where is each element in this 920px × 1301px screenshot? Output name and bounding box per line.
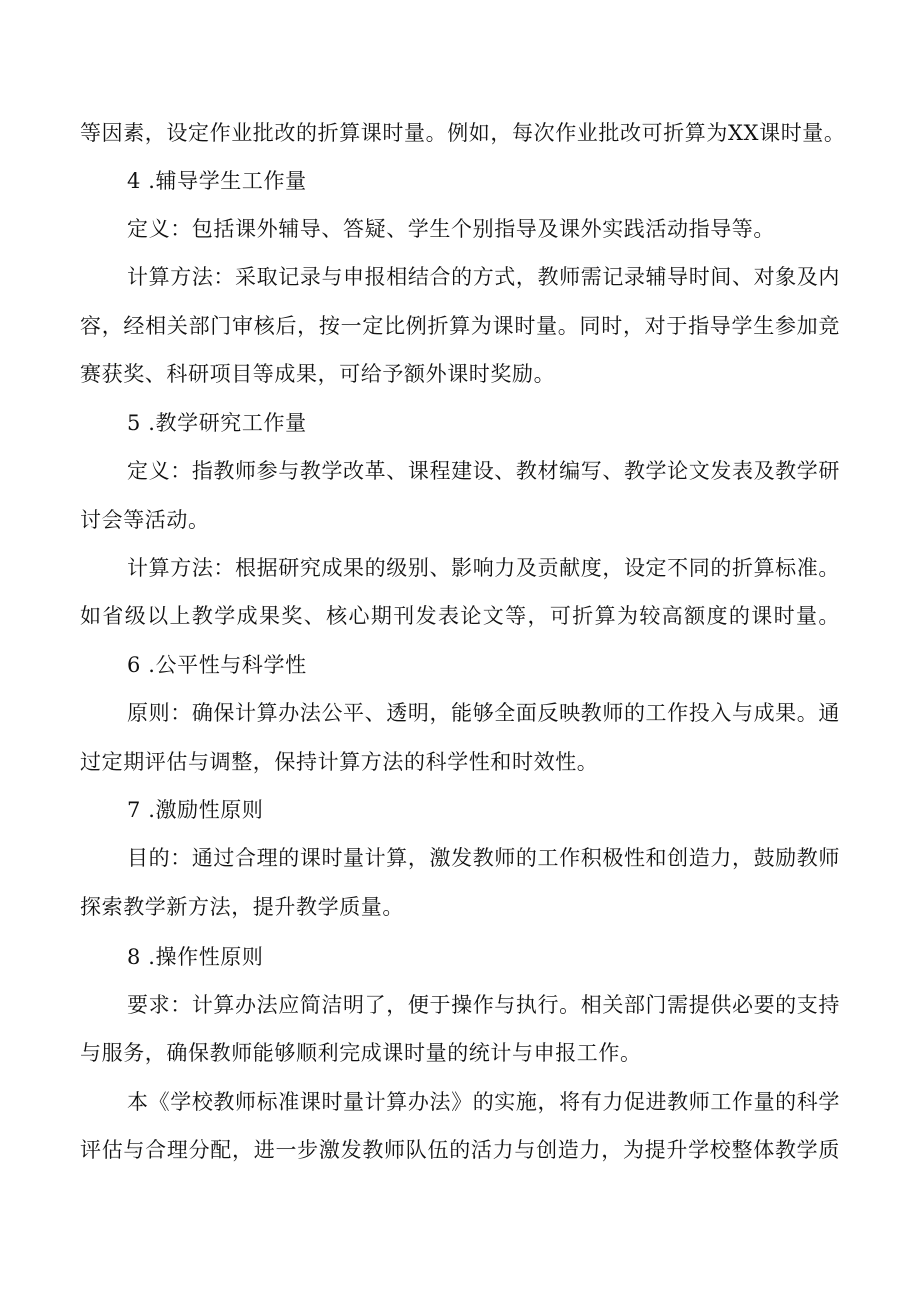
paragraph-line: 等因素，设定作业批改的折算课时量。例如，每次作业批改可折算为XX课时量。 xyxy=(80,121,846,145)
paragraph-line: 计算方法：根据研究成果的级别、影响力及贡献度，设定不同的折算标准。 xyxy=(127,556,840,580)
section-heading: 5 .教学研究工作量 xyxy=(127,411,307,435)
paragraph-line: 如省级以上教学成果奖、核心期刊发表论文等，可折算为较高额度的课时量。 xyxy=(80,604,840,628)
paragraph-line: 评估与合理分配，进一步激发教师队伍的活力与创造力，为提升学校整体教学质 xyxy=(80,1138,840,1162)
paragraph-line: 容，经相关部门审核后，按一定比例折算为课时量。同时，对于指导学生参加竞 xyxy=(80,314,840,338)
section-heading: 8 .操作性原则 xyxy=(127,945,264,969)
paragraph-line: 赛获奖、科研项目等成果，可给予额外课时奖励。 xyxy=(80,362,556,386)
section-heading: 6 .公平性与科学性 xyxy=(127,653,307,677)
paragraph-line: 目的：通过合理的课时量计算，激发教师的工作积极性和创造力，鼓励教师 xyxy=(127,846,840,870)
paragraph-line: 原则：确保计算办法公平、透明，能够全面反映教师的工作投入与成果。通 xyxy=(127,701,840,725)
paragraph-line: 计算方法：采取记录与申报相结合的方式，教师需记录辅导时间、对象及内 xyxy=(127,265,840,289)
paragraph-line: 要求：计算办法应简洁明了，便于操作与执行。相关部门需提供必要的支持 xyxy=(127,993,840,1017)
paragraph-line: 探索教学新方法，提升教学质量。 xyxy=(80,895,404,919)
paragraph-line: 定义：包括课外辅导、答疑、学生个别指导及课外实践活动指导等。 xyxy=(127,217,775,241)
section-heading: 7 .激励性原则 xyxy=(127,798,264,822)
paragraph-line: 过定期评估与调整，保持计算方法的科学性和时效性。 xyxy=(80,750,599,774)
paragraph-line: 本《学校教师标准课时量计算办法》的实施，将有力促进教师工作量的科学 xyxy=(127,1090,840,1114)
paragraph-line: 与服务，确保教师能够顺利完成课时量的统计与申报工作。 xyxy=(80,1041,642,1065)
paragraph-line: 定义：指教师参与教学改革、课程建设、教材编写、教学论文发表及教学研 xyxy=(127,459,840,483)
section-heading: 4 .辅导学生工作量 xyxy=(127,169,307,193)
paragraph-line: 讨会等活动。 xyxy=(80,508,210,532)
